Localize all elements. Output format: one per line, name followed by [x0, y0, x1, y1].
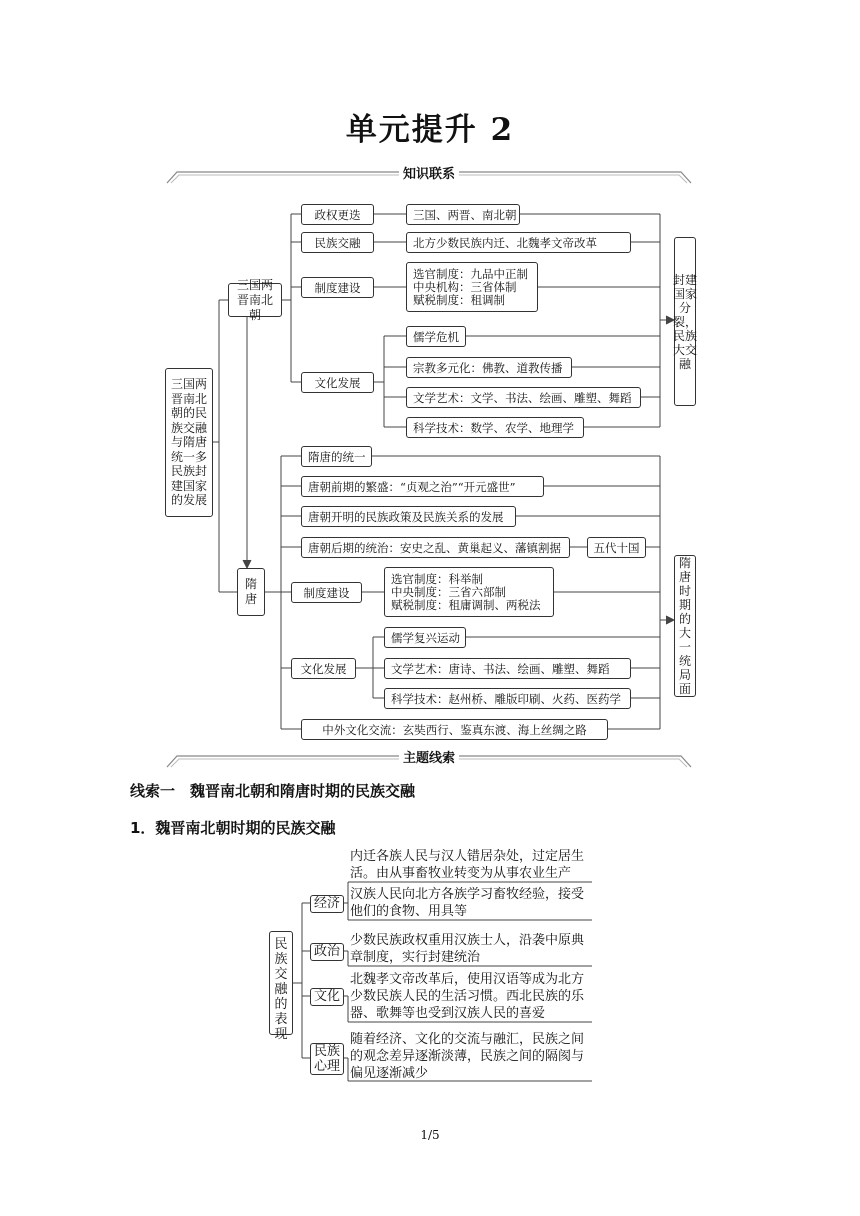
detail-regime: 三国、两晋、南北朝 [406, 204, 520, 225]
item-system: 制度建设 [301, 277, 374, 298]
desc-economy-2: 汉族人民向北方各族学习畜牧经验，接受他们的食物、用具等 [350, 887, 585, 919]
detail-science: 科学技术：数学、农学、地理学 [406, 417, 584, 438]
system-line: 赋税制度：租调制 [413, 292, 505, 307]
branch-sanguo: 三国两晋南北朝 [228, 283, 282, 317]
item-prosperity: 唐朝前期的繁盛：“贞观之治”“开元盛世” [301, 476, 544, 497]
detail-science-2: 科学技术：赵州桥、雕版印刷、火药、医药学 [384, 688, 631, 709]
item-unification: 隋唐的统一 [301, 446, 372, 467]
sub-heading: 1．魏晋南北朝时期的民族交融 [130, 819, 336, 837]
item-ethnic: 民族交融 [301, 232, 374, 253]
detail-ethnic: 北方少数民族内迁、北魏孝文帝改革 [406, 232, 631, 253]
cat-culture: 文化 [310, 988, 344, 1006]
result-unity: 隋唐时期的大一统局面 [674, 555, 696, 697]
item-ethnic-policy: 唐朝开明的民族政策及民族关系的发展 [301, 506, 516, 527]
section-title: 知识联系 [399, 167, 459, 182]
desc-economy-1: 内迁各族人民与汉人错居杂处，过定居生活。由从事畜牧业转变为从事农业生产 [350, 849, 585, 881]
desc-culture: 北魏孝文帝改革后，使用汉语等成为北方少数民族人民的生活习惯。西北民族的乐器、歌舞等也受到汉族人民的喜爱 [350, 972, 585, 1021]
item-late-tang: 唐朝后期的统治：安史之乱、黄巢起义、藩镇割据 [301, 537, 570, 558]
mindmap-root: 三国两晋南北朝的民族交融与隋唐统一多民族封建国家的发展 [165, 368, 213, 517]
detail-confucian-revival: 儒学复兴运动 [384, 627, 466, 648]
item-culture-2: 文化发展 [291, 658, 356, 679]
item-system-2: 制度建设 [291, 582, 362, 603]
desc-psychology: 随着经济、文化的交流与融汇，民族之间的观念差异逐渐淡薄，民族之间的隔阂与偏见逐渐减少 [350, 1032, 585, 1081]
detail-religion: 宗教多元化：佛教、道教传播 [406, 357, 572, 378]
tree-root: 民族交融的表现 [269, 931, 293, 1035]
page-title: 单元提升 2 [345, 112, 515, 148]
page-number: 1/5 [420, 1128, 440, 1142]
system-line: 选官制度：九品中正制 [413, 266, 528, 281]
clue-heading: 线索一 魏晋南北朝和隋唐时期的民族交融 [130, 782, 416, 800]
system-line: 中央机构：三省体制 [413, 279, 517, 294]
item-exchange: 中外文化交流：玄奘西行、鉴真东渡、海上丝绸之路 [301, 719, 608, 740]
detail-arts: 文学艺术：文学、书法、绘画、雕塑、舞蹈 [406, 387, 641, 408]
desc-politics: 少数民族政权重用汉族士人，沿袭中原典章制度，实行封建统治 [350, 933, 585, 965]
system-line: 中央制度：三省六部制 [391, 584, 506, 599]
cat-politics: 政治 [310, 943, 344, 961]
result-split: 封建国家分裂，民族大交融 [674, 237, 696, 406]
cat-psychology: 民族心理 [310, 1043, 344, 1075]
section-title: 主题线索 [399, 751, 459, 766]
system-line: 选官制度：科举制 [391, 571, 483, 586]
item-culture: 文化发展 [301, 372, 374, 393]
item-regime: 政权更迭 [301, 204, 374, 225]
system-line: 赋税制度：租庸调制、两税法 [391, 597, 541, 612]
detail-arts-2: 文学艺术：唐诗、书法、绘画、雕塑、舞蹈 [384, 658, 631, 679]
cat-economy: 经济 [310, 895, 344, 913]
detail-confucian-crisis: 儒学危机 [406, 326, 466, 347]
item-wudai: 五代十国 [587, 537, 646, 558]
branch-suitang: 隋唐 [237, 568, 265, 616]
